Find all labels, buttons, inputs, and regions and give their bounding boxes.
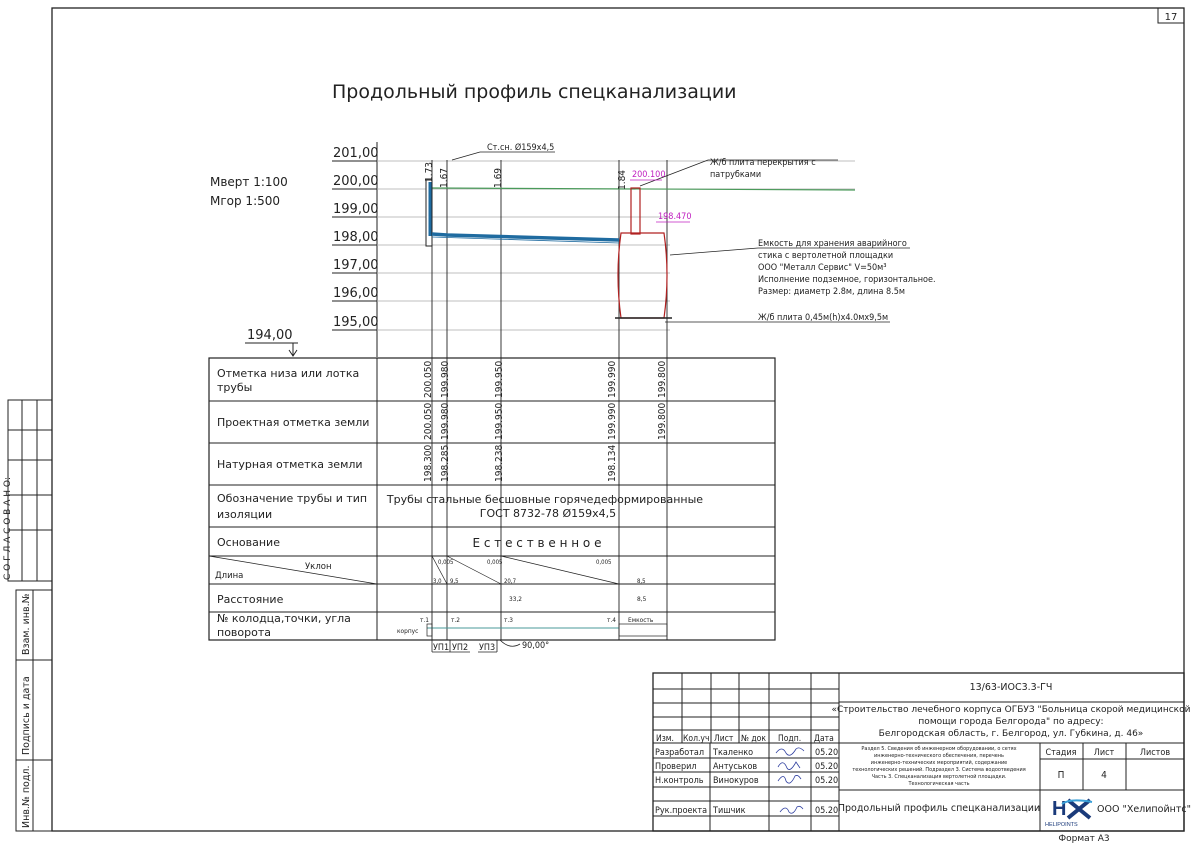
doc-code: 13/63-ИОС3.3-ГЧ [969, 682, 1053, 693]
row-label: Основание [217, 536, 280, 549]
horizontal-scale: Мгор 1:500 [210, 194, 281, 208]
elev-tick: 196,00 [333, 286, 379, 301]
mark-mid: 198.470 [658, 212, 692, 222]
col-header: Лист [714, 734, 734, 744]
person-date: 05.20 [815, 762, 839, 772]
section-line: Раздел 5. Сведения об инженерном оборудовании, о сетях [861, 746, 1017, 752]
section-line: Технологическая часть [908, 781, 970, 787]
pipe-gost: ГОСТ 8732-78 Ø159х4,5 [479, 507, 617, 520]
approval-title: С О Г Л А С О В А Н О: [3, 477, 13, 580]
natural-value: 198.238 [494, 444, 505, 482]
design-value: 199.950 [494, 402, 505, 440]
node-label: УП2 [452, 643, 469, 653]
pipe-line [432, 234, 619, 240]
tank-callout: Емкость для хранения аварийного [758, 239, 907, 249]
tank-callout: стика с вертолетной площадки [758, 251, 894, 261]
project-line: помощи города Белгорода" по адресу: [918, 717, 1104, 727]
depth-label: 1.73 [424, 161, 435, 182]
well-point: т.2 [451, 616, 460, 624]
invert-value: 199.990 [607, 360, 618, 398]
person-role: Проверил [655, 762, 697, 772]
tank-callout: ООО "Металл Сервис" V=50м³ [758, 263, 887, 273]
person-role: Рук.проекта [655, 806, 708, 816]
distance-value: 8,5 [637, 595, 647, 603]
person-name: Тишчик [713, 806, 746, 816]
slab-top-callout-2: патрубками [710, 170, 762, 180]
length-value: 8,5 [637, 578, 646, 585]
section-line: инженерно-технических мероприятий, содержание [870, 760, 1008, 766]
col-header: № док [741, 734, 766, 744]
svg-text:H: H [1052, 798, 1067, 820]
row-label: Натурная отметка земли [217, 458, 363, 471]
pipe-type: Трубы стальные бесшовные горячедеформированные [386, 493, 704, 506]
person-role: Н.контроль [655, 776, 704, 786]
tank-callout: Размер: диаметр 2.8м, длина 8.5м [758, 287, 905, 297]
design-value: 199.980 [440, 402, 451, 440]
project-line: Белгородская область, г. Белгород, ул. Губкина, д. 46» [878, 729, 1144, 739]
storage-tank [618, 233, 667, 318]
mark-top: 200.100 [632, 170, 666, 180]
vertical-scale: Мверт 1:100 [210, 175, 288, 189]
slab-top-callout: Ж/б плита перекрытия с [710, 158, 816, 168]
pipe-callout: Ст.сн. Ø159х4,5 [487, 143, 555, 153]
sheet-value: 4 [1101, 770, 1107, 781]
well-point: т.3 [504, 616, 513, 624]
stage-header: Лист [1093, 748, 1115, 758]
person-date: 05.20 [815, 806, 839, 816]
tank-neck [631, 188, 640, 234]
person-role: Разработал [655, 748, 705, 758]
inv-podl-label: Инв.№ подл. [21, 765, 32, 828]
elev-tick: 199,00 [333, 202, 379, 217]
invert-value: 199.980 [440, 360, 451, 398]
invert-value: 199.800 [657, 360, 668, 398]
natural-value: 198.134 [607, 444, 618, 482]
depth-label: 1.69 [493, 167, 504, 188]
length-value: 20,7 [504, 578, 517, 585]
invert-value: 200.050 [423, 360, 434, 398]
section-line: технологических решений. Подраздел 3. Система водоотведения [852, 767, 1026, 773]
natural-value: 198.285 [440, 444, 451, 482]
section-line: инженерно-технического обеспечения, перечень [874, 753, 1004, 759]
well-point: Емкость [628, 616, 654, 624]
elev-tick: 200,00 [333, 174, 379, 189]
sign-date-label: Подпись и дата [21, 676, 32, 755]
slope-value: 0,005 [596, 559, 612, 566]
elevation-axis [245, 142, 855, 357]
project-line: «Строительство лечебного корпуса ОГБУЗ "Больница скорой медицинской [831, 705, 1191, 715]
slope-value: 0,005 [438, 559, 454, 566]
person-date: 05.20 [815, 748, 839, 758]
company-name: ООО "Хелипойнтс" [1097, 804, 1191, 815]
elev-tick: 195,00 [333, 315, 379, 330]
sheet-number: 17 [1164, 12, 1178, 23]
node-label: УП1 [433, 643, 450, 653]
length-value: 9,5 [450, 578, 459, 585]
sheet-title: Продольный профиль спецканализации [837, 803, 1041, 814]
design-value: 199.800 [657, 402, 668, 440]
person-name: Ткаленко [713, 748, 754, 758]
col-header: Дата [814, 734, 834, 744]
stage-header: Стадия [1045, 748, 1077, 758]
row-label: Расстояние [217, 593, 284, 606]
angle-label: 90,00° [522, 641, 550, 651]
invert-value: 199.950 [494, 360, 505, 398]
row-label: изоляции [217, 508, 273, 521]
person-date: 05.20 [815, 776, 839, 786]
row-label: № колодца,точки, угла [217, 612, 351, 625]
elev-tick: 201,00 [333, 146, 379, 161]
person-name: Антуськов [713, 762, 758, 772]
tank-callout: Исполнение подземное, горизонтальное. [758, 275, 936, 285]
drawing-title: Продольный профиль спецканализации [332, 81, 737, 103]
well-point: т.4 [607, 616, 616, 624]
elev-tick: 197,00 [333, 258, 379, 273]
stage-header: Листов [1139, 748, 1171, 758]
slab-bottom-callout: Ж/б плита 0,45м(h)х4.0мх9,5м [758, 313, 889, 323]
length-label: Длина [215, 571, 244, 581]
row-label: Обозначение трубы и тип [217, 492, 368, 505]
stage-value: П [1057, 770, 1065, 781]
col-header: Кол.уч [683, 734, 710, 744]
row-label: трубы [217, 381, 253, 394]
distance-value: 33,2 [509, 595, 523, 603]
base-value: Е с т е с т в е н н о е [472, 536, 602, 550]
elev-tick: 198,00 [333, 230, 379, 245]
node-label: УП3 [479, 643, 496, 653]
design-value: 199.990 [607, 402, 618, 440]
depth-label: 1.84 [617, 169, 628, 190]
title-block [653, 673, 1191, 831]
depth-label: 1.67 [439, 167, 450, 188]
col-header: Изм. [656, 734, 674, 744]
natural-value: 198.300 [423, 444, 434, 482]
row-label: Проектная отметка земли [217, 416, 370, 429]
paper-format: Формат А3 [1058, 834, 1110, 844]
profile-table [209, 358, 775, 653]
person-name: Винокуров [713, 776, 759, 786]
row-label: Отметка низа или лотка [217, 367, 360, 380]
section-line: Часть 3. Спецканализация вертолетной площадки. [871, 774, 1007, 780]
svg-text:HELIPOINTS: HELIPOINTS [1045, 822, 1078, 828]
col-header: Подп. [778, 734, 802, 744]
design-value: 200.050 [423, 402, 434, 440]
datum-label: 194,00 [247, 328, 293, 343]
slope-value: 0,005 [487, 559, 503, 566]
row-label: поворота [217, 626, 271, 639]
inv-vzam-label: Взам. инв.№ [21, 593, 32, 655]
well-point: т.1 [420, 616, 429, 624]
body-label: корпус [397, 627, 419, 635]
company-logo [1045, 798, 1092, 828]
length-value: 3,0 [433, 578, 442, 585]
slope-label: Уклон [305, 562, 332, 572]
